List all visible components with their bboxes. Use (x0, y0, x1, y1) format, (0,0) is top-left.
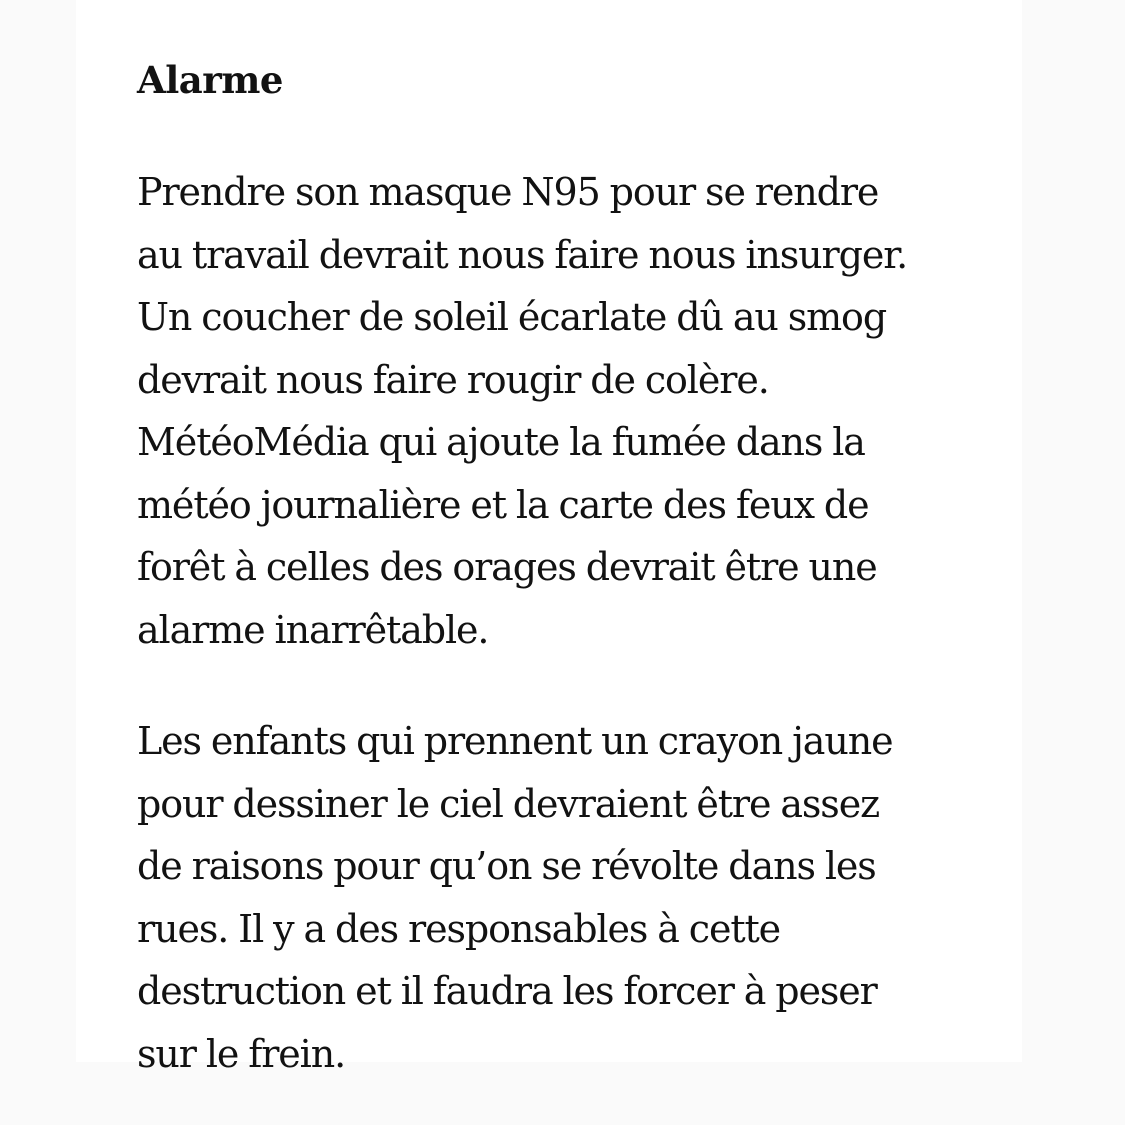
paragraph-line: Prendre son masque N95 pour se rendre (137, 170, 879, 214)
paragraph-line: pour dessiner le ciel devraient être assez (137, 781, 879, 826)
paragraph-line: météo journalière et la carte des feux de (137, 482, 869, 527)
paragraph-line: MétéoMédia qui ajoute la fumée dans la (137, 420, 865, 464)
paragraph-2 (137, 710, 977, 1085)
article-content (137, 52, 977, 1085)
paragraph-line: rues. Il y a des responsables à cette (137, 906, 781, 951)
paragraph-line: sur le frein. (137, 1031, 346, 1076)
paragraph-line: destruction et il faudra les forcer à peser (137, 969, 877, 1013)
paragraph-1 (137, 161, 977, 661)
paragraph-line: devrait nous faire rougir de colère. (137, 357, 769, 402)
paragraph-line: forêt à celles des orages devrait être une (137, 545, 877, 589)
paragraph-line: au travail devrait nous faire nous insurger. (137, 232, 908, 277)
paragraph-line: alarme inarrêtable. (137, 607, 489, 652)
paragraph-line: Les enfants qui prennent un crayon jaune (137, 719, 893, 763)
paragraph-line: Un coucher de soleil écarlate dû au smog (137, 295, 887, 339)
paragraph-line: de raisons pour qu’on se révolte dans les (137, 844, 876, 888)
article-title: Alarme (137, 58, 283, 102)
